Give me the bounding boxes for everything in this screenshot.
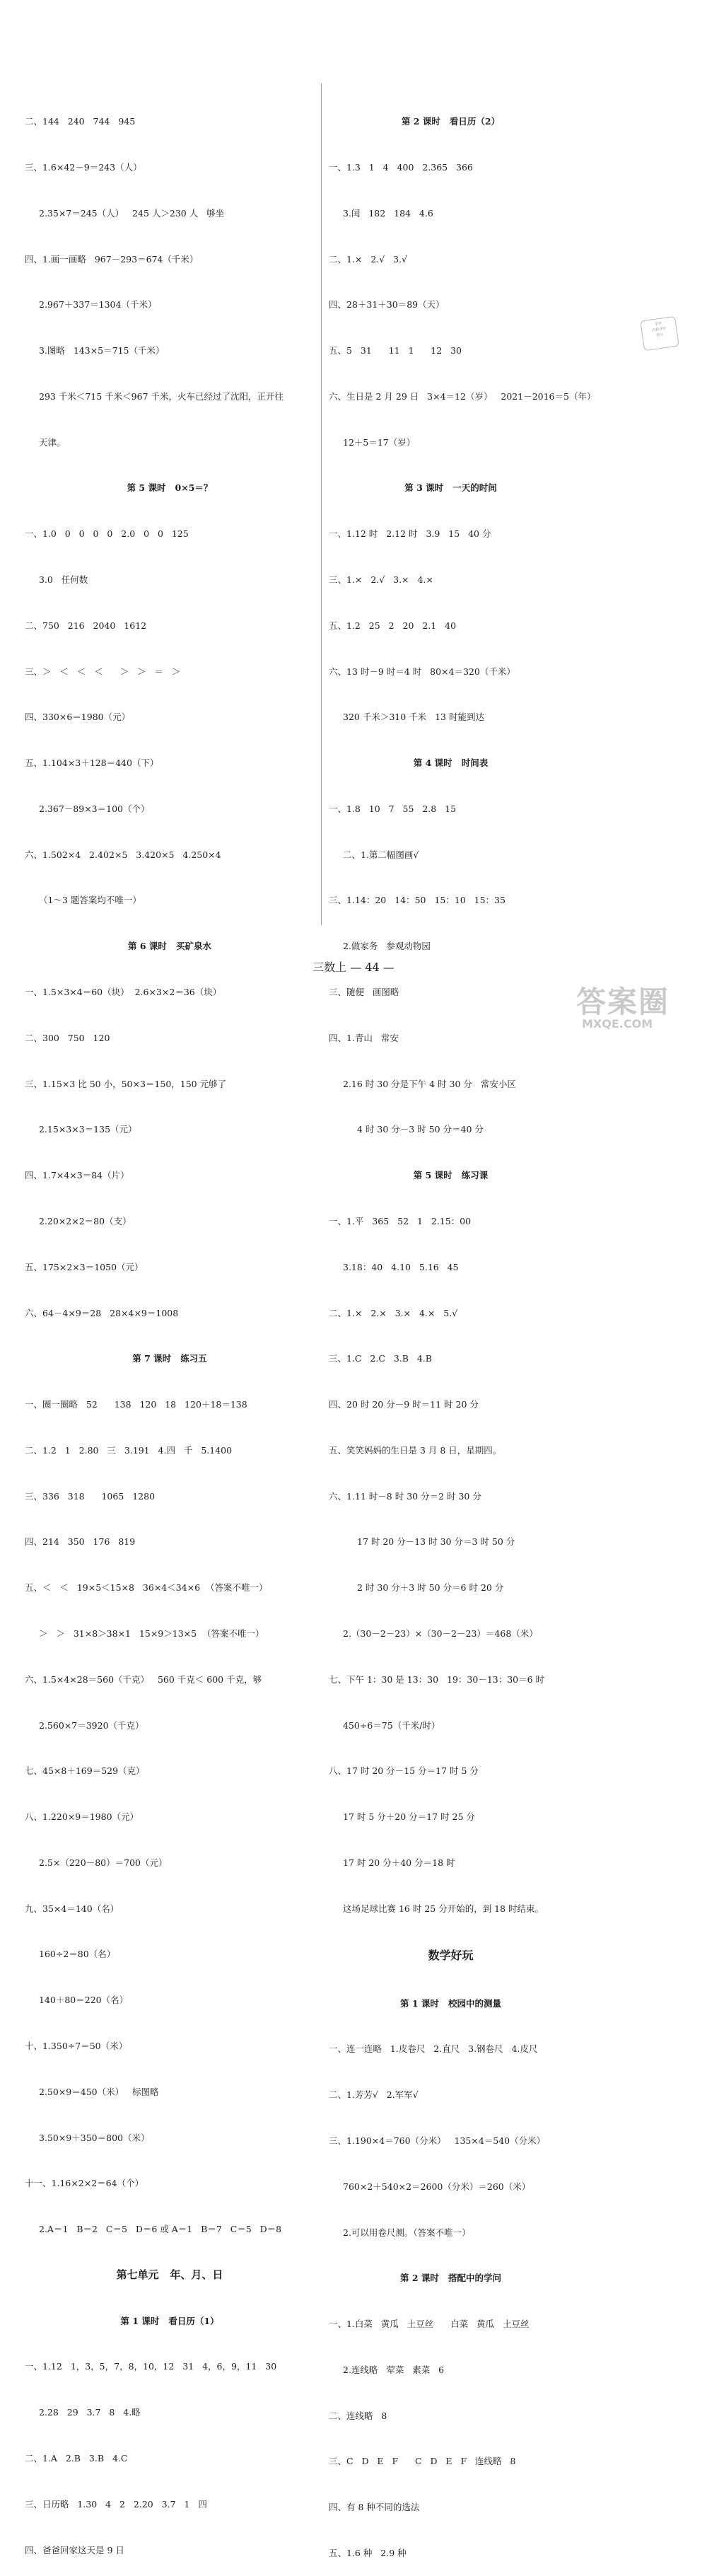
answer-line: 六、1.5×4×28＝560（千克） 560 千克＜ 600 千克，够 xyxy=(25,1673,262,1685)
answer-line: 五、175×2×3＝1050（元） xyxy=(25,1261,144,1272)
answer-line: 三、日历略 1.30 4 2 2.20 3.7 1 四 xyxy=(25,2498,207,2510)
answer-line: 一、圈一圈略 52 138 120 18 120＋18＝138 xyxy=(25,1399,247,1410)
answer-line: 3.0 任何数 xyxy=(39,574,88,585)
stamp-line: 得分 xyxy=(655,332,664,338)
page-footer: 三数上 — 44 — xyxy=(312,961,395,974)
answer-line: 2.可以用卷尺测。（答案不唯一） xyxy=(343,2227,471,2238)
answer-line: 二、1.A 2.B 3.B 4.C xyxy=(25,2453,128,2464)
answer-line: 九、35×4＝140（名） xyxy=(25,1903,119,1914)
answer-line: 一、1.3 1 4 400 2.365 366 xyxy=(329,161,473,173)
answer-line: 2.967＋337＝1304（千米） xyxy=(39,299,157,311)
answer-line: 17 时 20 分＋40 分＝18 时 xyxy=(343,1857,455,1868)
answer-line: 八、1.220×9＝1980（元） xyxy=(25,1811,139,1823)
answer-line: 二、1.芳芳√ 2.军军√ xyxy=(329,2089,419,2101)
answer-line: 四、20 时 20 分－9 时＝11 时 20 分 xyxy=(329,1399,479,1410)
self-evaluation-stamp xyxy=(640,316,679,352)
answer-line: 四、214 350 176 819 xyxy=(25,1536,136,1548)
answer-line: 六、生日是 2 月 29 日 3×4＝12（岁） 2021－2016＝5（年） xyxy=(329,390,596,402)
answer-line: 17 时 20 分－13 时 30 分＝3 时 50 分 xyxy=(357,1536,515,1548)
answer-column-left xyxy=(25,83,315,2573)
answer-line: 三、＞ ＜ ＜ ＜ ＞ ＞ ＝ ＞ xyxy=(25,666,181,677)
answer-column-right xyxy=(329,83,596,2576)
answer-line: 320 千米＞310 千米 13 时能到达 xyxy=(343,712,484,723)
answer-line: 一、1.8 10 7 55 2.8 15 xyxy=(329,803,457,814)
answer-line: 三、1.14：20 14：50 15：10 15：35 xyxy=(329,895,506,906)
unit-heading: 第七单元 年、月、日 xyxy=(116,2268,223,2281)
answer-line: 四、1.青山 常安 xyxy=(329,1032,399,1043)
lesson-heading: 第 5 课时 练习课 xyxy=(413,1170,489,1181)
answer-line: 四、1.7×4×3＝84（片） xyxy=(25,1170,129,1181)
answer-line: 三、1.C 2.C 3.B 4.B xyxy=(329,1353,432,1364)
answer-line: 十、1.350÷7＝50（米） xyxy=(25,2041,128,2051)
answer-line: 2.28 29 3.7 8 4.略 xyxy=(39,2407,141,2418)
answer-line: 这场足球比赛 16 时 25 分开始的，到 18 时结束。 xyxy=(343,1903,544,1914)
answer-line: ＞ ＞ 31×8＞38×1 15×9＞13×5 （答案不唯一） xyxy=(39,1628,264,1639)
watermark-logo: 答案圈 xyxy=(576,985,670,1019)
answer-line: 二、1.× 2.√ 3.√ xyxy=(329,253,408,265)
answer-line: 二、1.× 2.× 3.× 4.× 5.√ xyxy=(329,1307,458,1318)
answer-line: 760×2＋540×2＝2600（分米）＝260（米） xyxy=(343,2181,531,2192)
answer-line: 2.连线略 荤菜 素菜 6 xyxy=(343,2364,445,2375)
answer-line: 五、笑笑妈妈的生日是 3 月 8 日，星期四。 xyxy=(329,1444,502,1456)
answer-line: 四、28＋31＋30＝89（天） xyxy=(329,299,445,311)
column-divider xyxy=(321,83,322,925)
answer-line: 4 时 30 分－3 时 50 分＝40 分 xyxy=(357,1124,484,1135)
lesson-heading: 第 1 课时 看日历（1） xyxy=(120,2315,219,2326)
answer-line: （1～3 题答案均不唯一） xyxy=(39,895,141,906)
answer-line: 160÷2＝80（名） xyxy=(39,1949,116,1960)
answer-line: 六、13 时－9 时＝4 时 80×4＝320（千米） xyxy=(329,666,515,677)
lesson-heading: 第 4 课时 时间表 xyxy=(413,758,489,769)
answer-line: 五、1.104×3＋128＝440（下） xyxy=(25,758,159,769)
answer-line: 五、1.6 种 2.9 种 xyxy=(329,2548,407,2558)
answer-line: 二、1.第二幅图画√ xyxy=(343,849,419,860)
answer-line: 3.图略 143×5＝715（千米） xyxy=(39,345,165,356)
answer-line: 三、1.6×42－9＝243（人） xyxy=(25,161,142,173)
answer-line: 五、＜ ＜ 19×5＜15×8 36×4＜34×6 （答案不唯一） xyxy=(25,1582,268,1594)
answer-line: 七、45×8＋169＝529（克） xyxy=(25,1765,145,1777)
answer-line: 四、爸爸回家这天是 9 日 xyxy=(25,2544,124,2555)
section-heading: 数学好玩 xyxy=(428,1949,474,1963)
answer-line: 2.A＝1 B＝2 C＝5 D＝6 或 A＝1 B＝7 C＝5 D＝8 xyxy=(39,2224,282,2235)
answer-line: 2.20×2×2＝80（支） xyxy=(39,1215,132,1226)
answer-line: 2.50×9＝450（米） 标图略 xyxy=(39,2086,159,2097)
answer-line: 450÷6＝75（千米/时） xyxy=(343,1719,440,1731)
answer-line: 六、1.11 时－8 时 30 分＝2 时 30 分 xyxy=(329,1490,481,1502)
answer-line: 七、下午 1：30 是 13：30 19：30－13：30＝6 时 xyxy=(329,1673,545,1685)
lesson-heading: 第 3 课时 一天的时间 xyxy=(404,482,497,494)
answer-line: 二、750 216 2040 1612 xyxy=(25,620,147,631)
answer-line: 12＋5＝17（岁） xyxy=(343,436,416,448)
answer-line: 五、5 31 11 1 12 30 xyxy=(329,345,462,356)
answer-line: 140＋80＝220（名） xyxy=(39,1995,129,2006)
answer-line: 三、1.190×4＝760（分米） 135×4＝540（分米） xyxy=(329,2135,546,2146)
answer-line: 四、1.画一画略 967－293＝674（千米） xyxy=(25,253,199,265)
watermark xyxy=(576,987,703,1031)
answer-line: 2.560×7＝3920（千克） xyxy=(39,1719,144,1731)
answer-line: 3.18：40 4.10 5.16 45 xyxy=(343,1261,459,1272)
answer-line: 2.5×（220－80）＝700（元） xyxy=(39,1857,168,1868)
answer-line: 293 千米＜715 千米＜967 千米，火车已经过了沈阳，正开往 xyxy=(39,390,284,402)
answer-line: 二、1.2 1 2.80 三 3.191 4.四 千 5.1400 xyxy=(25,1444,233,1456)
stamp-line: 自我评价 xyxy=(651,326,667,333)
watermark-url: MXQE.COM xyxy=(582,1017,653,1031)
answer-line: 3.50×9＋350＝800（米） xyxy=(39,2132,150,2143)
answer-line: 二、144 240 744 945 xyxy=(25,116,136,127)
answer-line: 四、330×6＝1980（元） xyxy=(25,712,131,723)
answer-line: 三、1.15×3 比 50 小，50×3＝150，150 元够了 xyxy=(25,1078,227,1089)
answer-line: 二、300 750 120 xyxy=(25,1032,110,1043)
answer-line: 一、1.平 365 52 1 2.15：00 xyxy=(329,1215,472,1226)
answer-line: 八、17 时 20 分－15 分＝17 时 5 分 xyxy=(329,1765,479,1777)
answer-line: 四、有 8 种不同的选法 xyxy=(329,2502,420,2513)
lesson-heading: 第 6 课时 买矿泉水 xyxy=(128,941,211,952)
answer-line: 二、连线略 8 xyxy=(329,2410,387,2421)
lesson-heading: 第 1 课时 校园中的测量 xyxy=(400,1997,501,2009)
answer-line: 一、1.5×3×4＝60（块） 2.6×3×2＝36（块） xyxy=(25,987,222,998)
answer-line: 五、1.2 25 2 20 2.1 40 xyxy=(329,620,457,631)
answer-line: 一、1.12 1，3，5，7，8，10，12 31 4，6，9，11 30 xyxy=(25,2361,277,2372)
answer-line: 三、随便 画图略 xyxy=(329,987,399,998)
answer-line: 2.15×3×3＝135（元） xyxy=(39,1124,137,1135)
answer-line: 2 时 30 分＋3 时 50 分＝6 时 20 分 xyxy=(357,1582,504,1594)
answer-line: 十一、1.16×2×2＝64（个） xyxy=(25,2178,144,2189)
answer-line: 2.（30－2－23）×（30－2－23）＝468（米） xyxy=(343,1628,538,1639)
lesson-heading: 第 7 课时 练习五 xyxy=(132,1353,207,1364)
answer-line: 三、C D E F C D E F 连线略 8 xyxy=(329,2456,516,2467)
answer-line: 三、1.× 2.√ 3.× 4.× xyxy=(329,574,433,585)
answer-line: 2.做家务 参观动物园 xyxy=(343,941,431,952)
answer-line: 17 时 5 分＋20 分＝17 时 25 分 xyxy=(343,1811,475,1823)
answer-line: 三、336 318 1065 1280 xyxy=(25,1490,156,1502)
answer-line: 2.35×7＝245（人） 245 人＞230 人 够坐 xyxy=(39,207,225,219)
answer-line: 一、1.0 0 0 0 0 2.0 0 0 125 xyxy=(25,528,189,540)
answer-line: 天津。 xyxy=(39,436,66,448)
lesson-heading: 第 2 课时 搭配中的学问 xyxy=(400,2273,501,2284)
answer-line: 3.闰 182 184 4.6 xyxy=(343,207,433,219)
answer-line: 六、64－4×9＝28 28×4×9＝1008 xyxy=(25,1307,179,1318)
answer-line: 六、1.502×4 2.402×5 3.420×5 4.250×4 xyxy=(25,849,221,860)
answer-line: 一、1.12 时 2.12 时 3.9 15 40 分 xyxy=(329,528,491,540)
answer-line: 2.367－89×3＝100（个） xyxy=(39,803,150,814)
lesson-heading: 第 2 课时 看日历（2） xyxy=(401,116,501,127)
answer-line: 一、连一连略 1.皮卷尺 2.直尺 3.钢卷尺 4.皮尺 xyxy=(329,2043,538,2055)
lesson-heading: 第 5 课时 0×5＝？ xyxy=(127,482,213,494)
stamp-line: 学学 xyxy=(654,321,662,327)
answer-line: 一、1.白菜 黄瓜 土豆丝 白菜 黄瓜 土豆丝 xyxy=(329,2319,530,2330)
answer-line: 2.16 时 30 分是下午 4 时 30 分 常安小区 xyxy=(343,1078,516,1089)
